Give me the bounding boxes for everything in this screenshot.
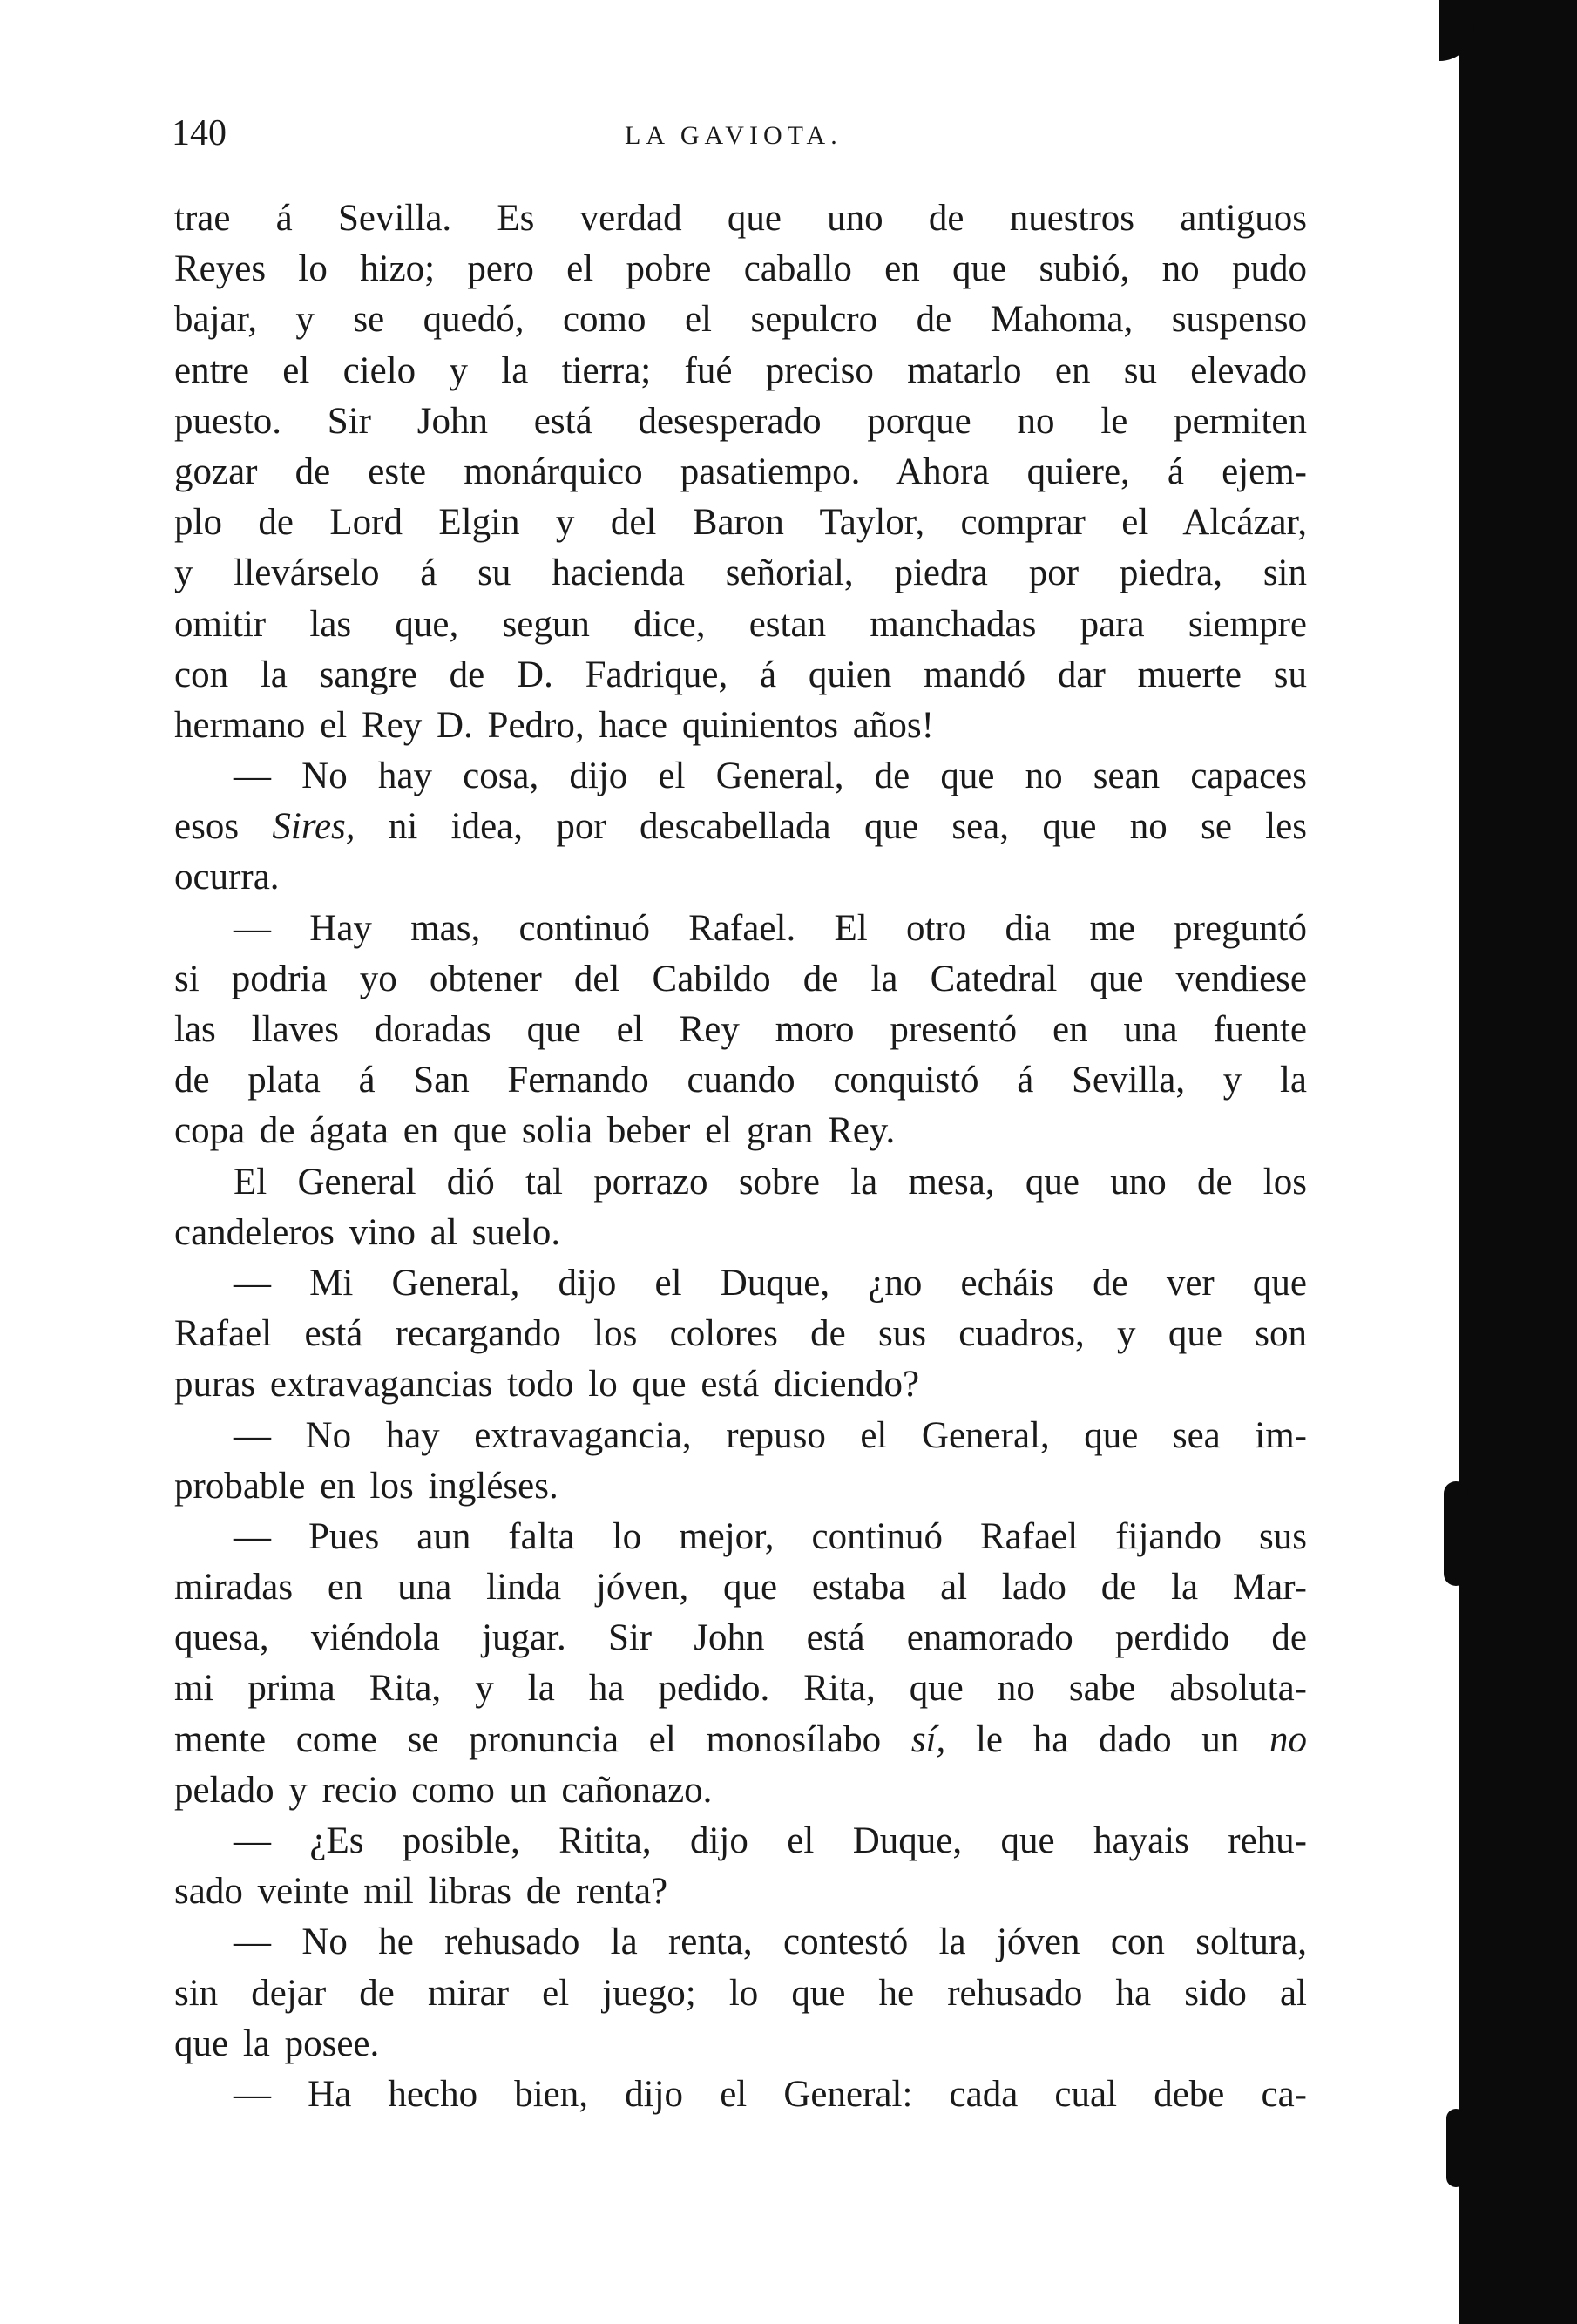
- text-line: candeleros vino al suelo.: [174, 1211, 561, 1253]
- italic-word: no: [1269, 1718, 1307, 1760]
- text-line: miradas en una linda jóven, que estaba al lado de la Mar-: [174, 1567, 1307, 1609]
- text-line: [174, 1715, 1307, 1765]
- text-line: bajar, y se quedó, como el sepulcro de Mahoma, suspenso: [174, 299, 1307, 341]
- text-line: con la sangre de D. Fadrique, á quien mandó dar muerte su: [174, 654, 1307, 695]
- text-line: Reyes lo hizo; pero el pobre caballo en que subió, no pudo: [174, 248, 1307, 290]
- text-line: entre el cielo y la tierra; fué preciso matarlo en su elevado: [174, 349, 1307, 391]
- torn-page-edge-fragment: [1446, 2109, 1465, 2187]
- text-line: — No hay extravagancia, repuso el General, que sea im-: [234, 1414, 1307, 1456]
- text-line: hermano el Rey D. Pedro, hace quinientos años!: [174, 704, 934, 746]
- torn-page-edge-fragment: [1444, 1481, 1468, 1586]
- body-text: [174, 193, 1307, 2120]
- italic-word: sí,: [910, 1718, 946, 1760]
- text-line: y llevárselo á su hacienda señorial, piedra por piedra, sin: [174, 552, 1307, 594]
- text-line: [174, 802, 1307, 852]
- text-line: pelado y recio como un cañonazo.: [174, 1769, 713, 1811]
- text-line: copa de ágata en que solia beber el gran Rey.: [174, 1110, 896, 1152]
- text-run: mente come se pronuncia el monosílabo: [174, 1718, 911, 1760]
- text-line: si podria yo obtener del Cabildo de la Catedral que vendiese: [174, 958, 1307, 999]
- page-number: 140: [172, 113, 227, 153]
- text-line: El General dió tal porrazo sobre la mesa, que uno de los: [234, 1161, 1307, 1203]
- text-run: esos: [174, 806, 273, 848]
- text-line: plo de Lord Elgin y del Baron Taylor, comprar el Alcázar,: [174, 502, 1307, 544]
- text-line: trae á Sevilla. Es verdad que uno de nuestros antiguos: [174, 198, 1307, 239]
- page-header: [172, 112, 1313, 164]
- text-line: que la posee.: [174, 2022, 380, 2064]
- text-line: gozar de este monárquico pasatiempo. Ahora quiere, á ejem-: [174, 451, 1307, 492]
- text-line: omitir las que, segun dice, estan manchadas para siempre: [174, 603, 1307, 645]
- text-run: ni idea, por descabellada que sea, que no se les: [355, 806, 1307, 848]
- text-line: ocurra.: [174, 857, 280, 898]
- text-line: puesto. Sir John está desesperado porque no le permiten: [174, 400, 1307, 442]
- text-line: Rafael está recargando los colores de sus cuadros, y que son: [174, 1313, 1307, 1355]
- text-line: probable en los ingléses.: [174, 1465, 558, 1507]
- text-line: — ¿Es posible, Ritita, dijo el Duque, que hayais rehu-: [234, 1820, 1307, 1861]
- text-line: puras extravagancias todo lo que está diciendo?: [174, 1364, 920, 1406]
- text-line: — Pues aun falta lo mejor, continuó Rafael fijando sus: [234, 1515, 1307, 1557]
- text-line: de plata á San Fernando cuando conquistó á Sevilla, y la: [174, 1060, 1307, 1101]
- italic-word: Sires,: [272, 806, 355, 848]
- text-line: sin dejar de mirar el juego; lo que he rehusado ha sido al: [174, 1972, 1307, 2014]
- text-line: — No he rehusado la renta, contestó la jóven con soltura,: [234, 1921, 1307, 1963]
- text-line: — Ha hecho bien, dijo el General: cada cual debe ca-: [234, 2073, 1307, 2115]
- text-line: quesa, viéndola jugar. Sir John está enamorado perdido de: [174, 1617, 1307, 1659]
- text-run: le ha dado un: [945, 1718, 1269, 1760]
- text-line: — No hay cosa, dijo el General, de que no sean capaces: [234, 755, 1307, 797]
- running-title: LA GAVIOTA.: [625, 121, 843, 150]
- text-line: sado veinte mil libras de renta?: [174, 1871, 668, 1913]
- text-line: las llaves doradas que el Rey moro presentó en una fuente: [174, 1009, 1307, 1050]
- torn-page-edge: [1459, 0, 1577, 2324]
- text-line: mi prima Rita, y la ha pedido. Rita, que no sabe absoluta-: [174, 1668, 1307, 1710]
- text-line: — Mi General, dijo el Duque, ¿no echáis de ver que: [234, 1262, 1307, 1304]
- text-line: — Hay mas, continuó Rafael. El otro dia me preguntó: [234, 907, 1307, 949]
